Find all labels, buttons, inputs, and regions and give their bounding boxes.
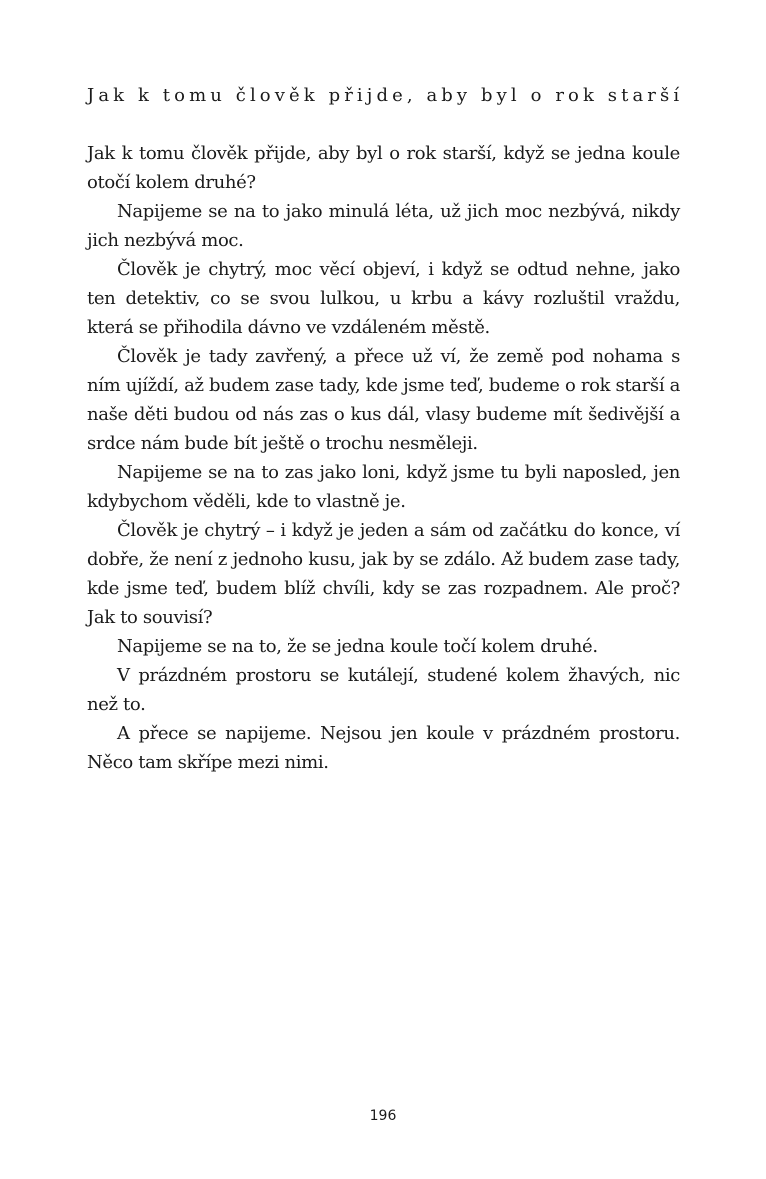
paragraph: Napijeme se na to, že se jedna koule točí kolem druhé. (117, 636, 598, 657)
body-text (87, 139, 680, 777)
paragraph: Napijeme se na to jako minulá léta, už jich moc nezbývá, nikdy jich nezbývá moc. (87, 201, 680, 251)
page-number: 196 (369, 1108, 397, 1124)
paragraph: Člověk je tady zavřený, a přece už ví, že země pod nohama s ním ujíždí, až budem zase tady, kde jsme teď, budeme o rok starší a naše děti budou od nás zas o kus dál, vlasy budeme mít šedivější a srdce nám bude bít ještě o trochu nesměleji. (87, 346, 680, 454)
chapter-title: Jak k tomu člověk přijde, aby byl o rok starší (87, 85, 684, 106)
paragraph: Člověk je chytrý – i když je jeden a sám od začátku do konce, ví dobře, že není z jednoho kusu, jak by se zdálo. Až budem zase tady, kde jsme teď, budem blíž chvíli, kdy se zas rozpadnem. Ale proč? Jak to souvisí? (87, 520, 680, 628)
paragraph: A přece se napijeme. Nejsou jen koule v prázdném prostoru. Něco tam skřípe mezi nimi. (87, 723, 680, 773)
paragraph: Člověk je chytrý, moc věcí objeví, i když se odtud nehne, jako ten detektiv, co se svou lulkou, u krbu a kávy rozluštil vraždu, která se přihodila dávno ve vzdáleném městě. (87, 259, 680, 338)
paragraph: V prázdném prostoru se kutálejí, studené kolem žhavých, nic než to. (87, 665, 680, 715)
paragraph: Jak k tomu člověk přijde, aby byl o rok starší, když se jedna koule otočí kolem druhé? (87, 143, 680, 193)
paragraph: Napijeme se na to zas jako loni, když jsme tu byli naposled, jen kdybychom věděli, kde to vlastně je. (87, 462, 680, 512)
